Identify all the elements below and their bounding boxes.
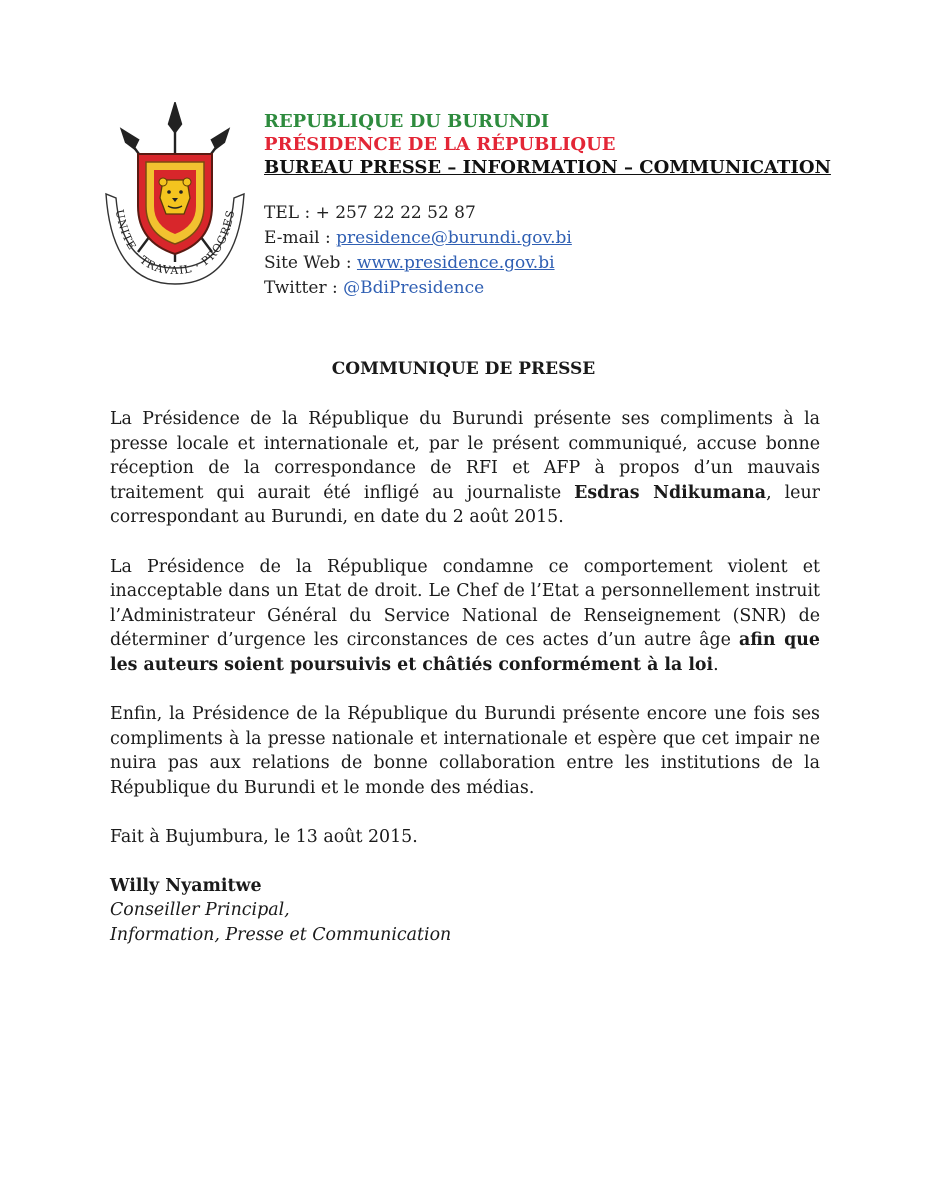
- paragraph-1-text-a: La Présidence de la République du Burundi présente ses compliments à la presse locale et internationale et, par le présent communiqué, accuse bonne réception de la correspondance de RFI et AFP à propos d’un mauvais traitement qui aurait été infligé au journaliste: [110, 409, 820, 503]
- letterhead: [264, 110, 831, 301]
- document-body: [110, 407, 820, 947]
- lion-head-icon: [159, 178, 191, 214]
- svg-text:UNITE · TRAVAIL · PROGRES: UNITE · TRAVAIL · PROGRES: [112, 208, 238, 278]
- bureau-heading: BUREAU PRESSE – INFORMATION – COMMUNICATION: [264, 157, 831, 178]
- paragraph-2-text-b: .: [713, 654, 719, 675]
- email-link[interactable]: presidence@burundi.gov.bi: [336, 228, 572, 248]
- paragraph-2-emphasis: afin que les auteurs soient poursuivis et châtiés conformément à la loi: [110, 630, 821, 675]
- paragraph-3: Enfin, la Présidence de la République du Burundi présente encore une fois ses compliments à la presse nationale et internationale et espère que cet impair ne nuira pas aux relations de bonne collaboration entre les institutions de la République du Burundi et le monde des médias.: [110, 704, 820, 798]
- place-date: Fait à Bujumbura, le 13 août 2015.: [110, 827, 418, 848]
- contact-site: [264, 251, 824, 276]
- document-title: COMMUNIQUE DE PRESSE: [331, 359, 596, 379]
- twitter-label: Twitter :: [264, 278, 344, 298]
- burundi-coat-of-arms: [100, 102, 250, 288]
- email-label: E-mail :: [264, 228, 337, 248]
- journalist-name: Esdras Ndikumana: [574, 482, 767, 503]
- paragraph-2: [110, 555, 820, 678]
- republic-heading: REPUBLIQUE DU BURUNDI: [264, 111, 550, 132]
- signatory-title: Conseiller Principal,: [110, 900, 290, 921]
- contact-twitter: [264, 276, 824, 301]
- twitter-handle[interactable]: @BdiPresidence: [343, 278, 485, 298]
- paragraph-1-text-b: , leur correspondant au Burundi, en date du 2 août 2015.: [110, 482, 820, 528]
- tel-text: TEL : + 257 22 22 52 87: [264, 203, 476, 223]
- signatory-name: Willy Nyamitwe: [110, 875, 262, 896]
- site-link[interactable]: www.presidence.gov.bi: [356, 253, 555, 273]
- contact-block: [264, 201, 824, 301]
- paragraph-1: [110, 407, 820, 530]
- paragraph-2-text-a: La Présidence de la République condamne ce comportement violent et inacceptable dans un Etat de droit. Le Chef de l’Etat a personnellement instruit l’Administrateur Général du Service National de Renseignement (SNR) de déterminer d’urgence les circonstances de ces actes d’un autre âge: [110, 556, 820, 651]
- signatory-department: Information, Presse et Communication: [110, 924, 452, 945]
- contact-tel: [264, 201, 824, 226]
- site-label: Site Web :: [264, 253, 357, 273]
- contact-email: [264, 226, 824, 251]
- presidency-heading: PRÉSIDENCE DE LA RÉPUBLIQUE: [264, 134, 616, 155]
